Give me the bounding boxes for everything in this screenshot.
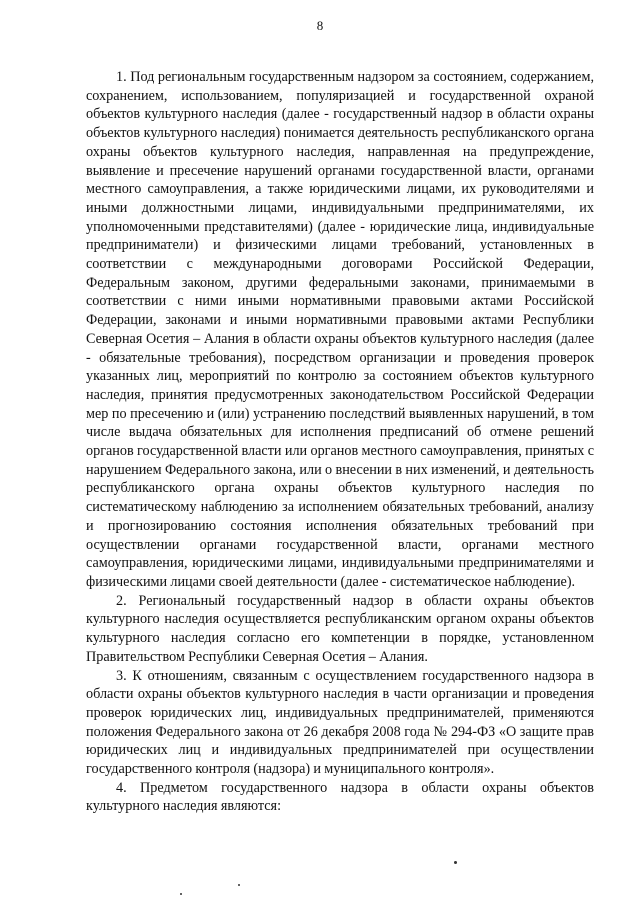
scan-speck [454, 861, 457, 864]
scan-speck [180, 893, 182, 895]
scan-speck [238, 884, 240, 886]
paragraph-2: 2. Региональный государственный надзор в области охраны объектов культурного наследия осуществляется республиканским органом охраны объектов культурного наследия согласно его компетенции в порядке, установленном Правительством Республики Северная Осетия – Алания. [86, 592, 594, 665]
paragraph-3: 3. К отношениям, связанным с осуществлением государственного надзора в области охраны объектов культурного наследия в части организации и проведения проверок юридических лиц, индивидуальных предпринимателей, применяются положения Федерального закона от 26 декабря 2008 года № 294-ФЗ «О защите прав юридических лиц и индивидуальных предпринимателей при осуществлении государственного контроля (надзора) и муниципального контроля». [86, 667, 594, 778]
paragraph-1: 1. Под региональным государственным надзором за состоянием, содержанием, сохранением, использованием, популяризацией и государственной охраной объектов культурного наследия (далее - государственный надзор в области охраны объектов культурного наследия) понимается деятельность республиканского органа охраны объектов культурного наследия, направленная на предупреждение, выявление и пресечение нарушений органами государственной власти, органами местного самоуправления, а также юридическими лицами, их руководителями и иными должностными лицами, индивидуальными предпринимателями, их уполномоченными представителями) (далее - юридические лица, индивидуальные предприниматели) и физическими лицами требований, установленных в соответствии с международными договорами Российской Федерации, Федеральным законом, другими федеральными законами, принимаемыми в соответствии с ними иными нормативными правовыми актами Российской Федерации, законами и иными нормативными правовыми актами Республики Северная Осетия – Алания в области охраны объектов культурного наследия (далее - обязательные требования), посредством организации и проведения проверок указанных лиц, мероприятий по контролю за состоянием объектов культурного наследия, принятия предусмотренных законодательством Российской Федерации мер по пресечению и (или) устранению последствий выявленных нарушений, в том числе выдача обязательных для исполнения предписаний об отмене решений органов государственной власти или органов местного самоуправления, принятых с нарушением Федерального закона, или о внесении в них изменений, и деятельность республиканского органа охраны объектов культурного наследия по систематическому наблюдению за исполнением обязательных требований, анализу и прогнозированию состояния исполнения обязательных требований при осуществлении органами государственной власти, органами местного самоуправления, юридическими лицами, индивидуальными предпринимателями и физическими лицами своей деятельности (далее - систематическое наблюдение). [86, 69, 594, 590]
page-number: 8 [316, 18, 324, 33]
paragraph-4: 4. Предметом государственного надзора в области охраны объектов культурного наследия являются: [86, 779, 594, 815]
document-body [86, 68, 594, 816]
